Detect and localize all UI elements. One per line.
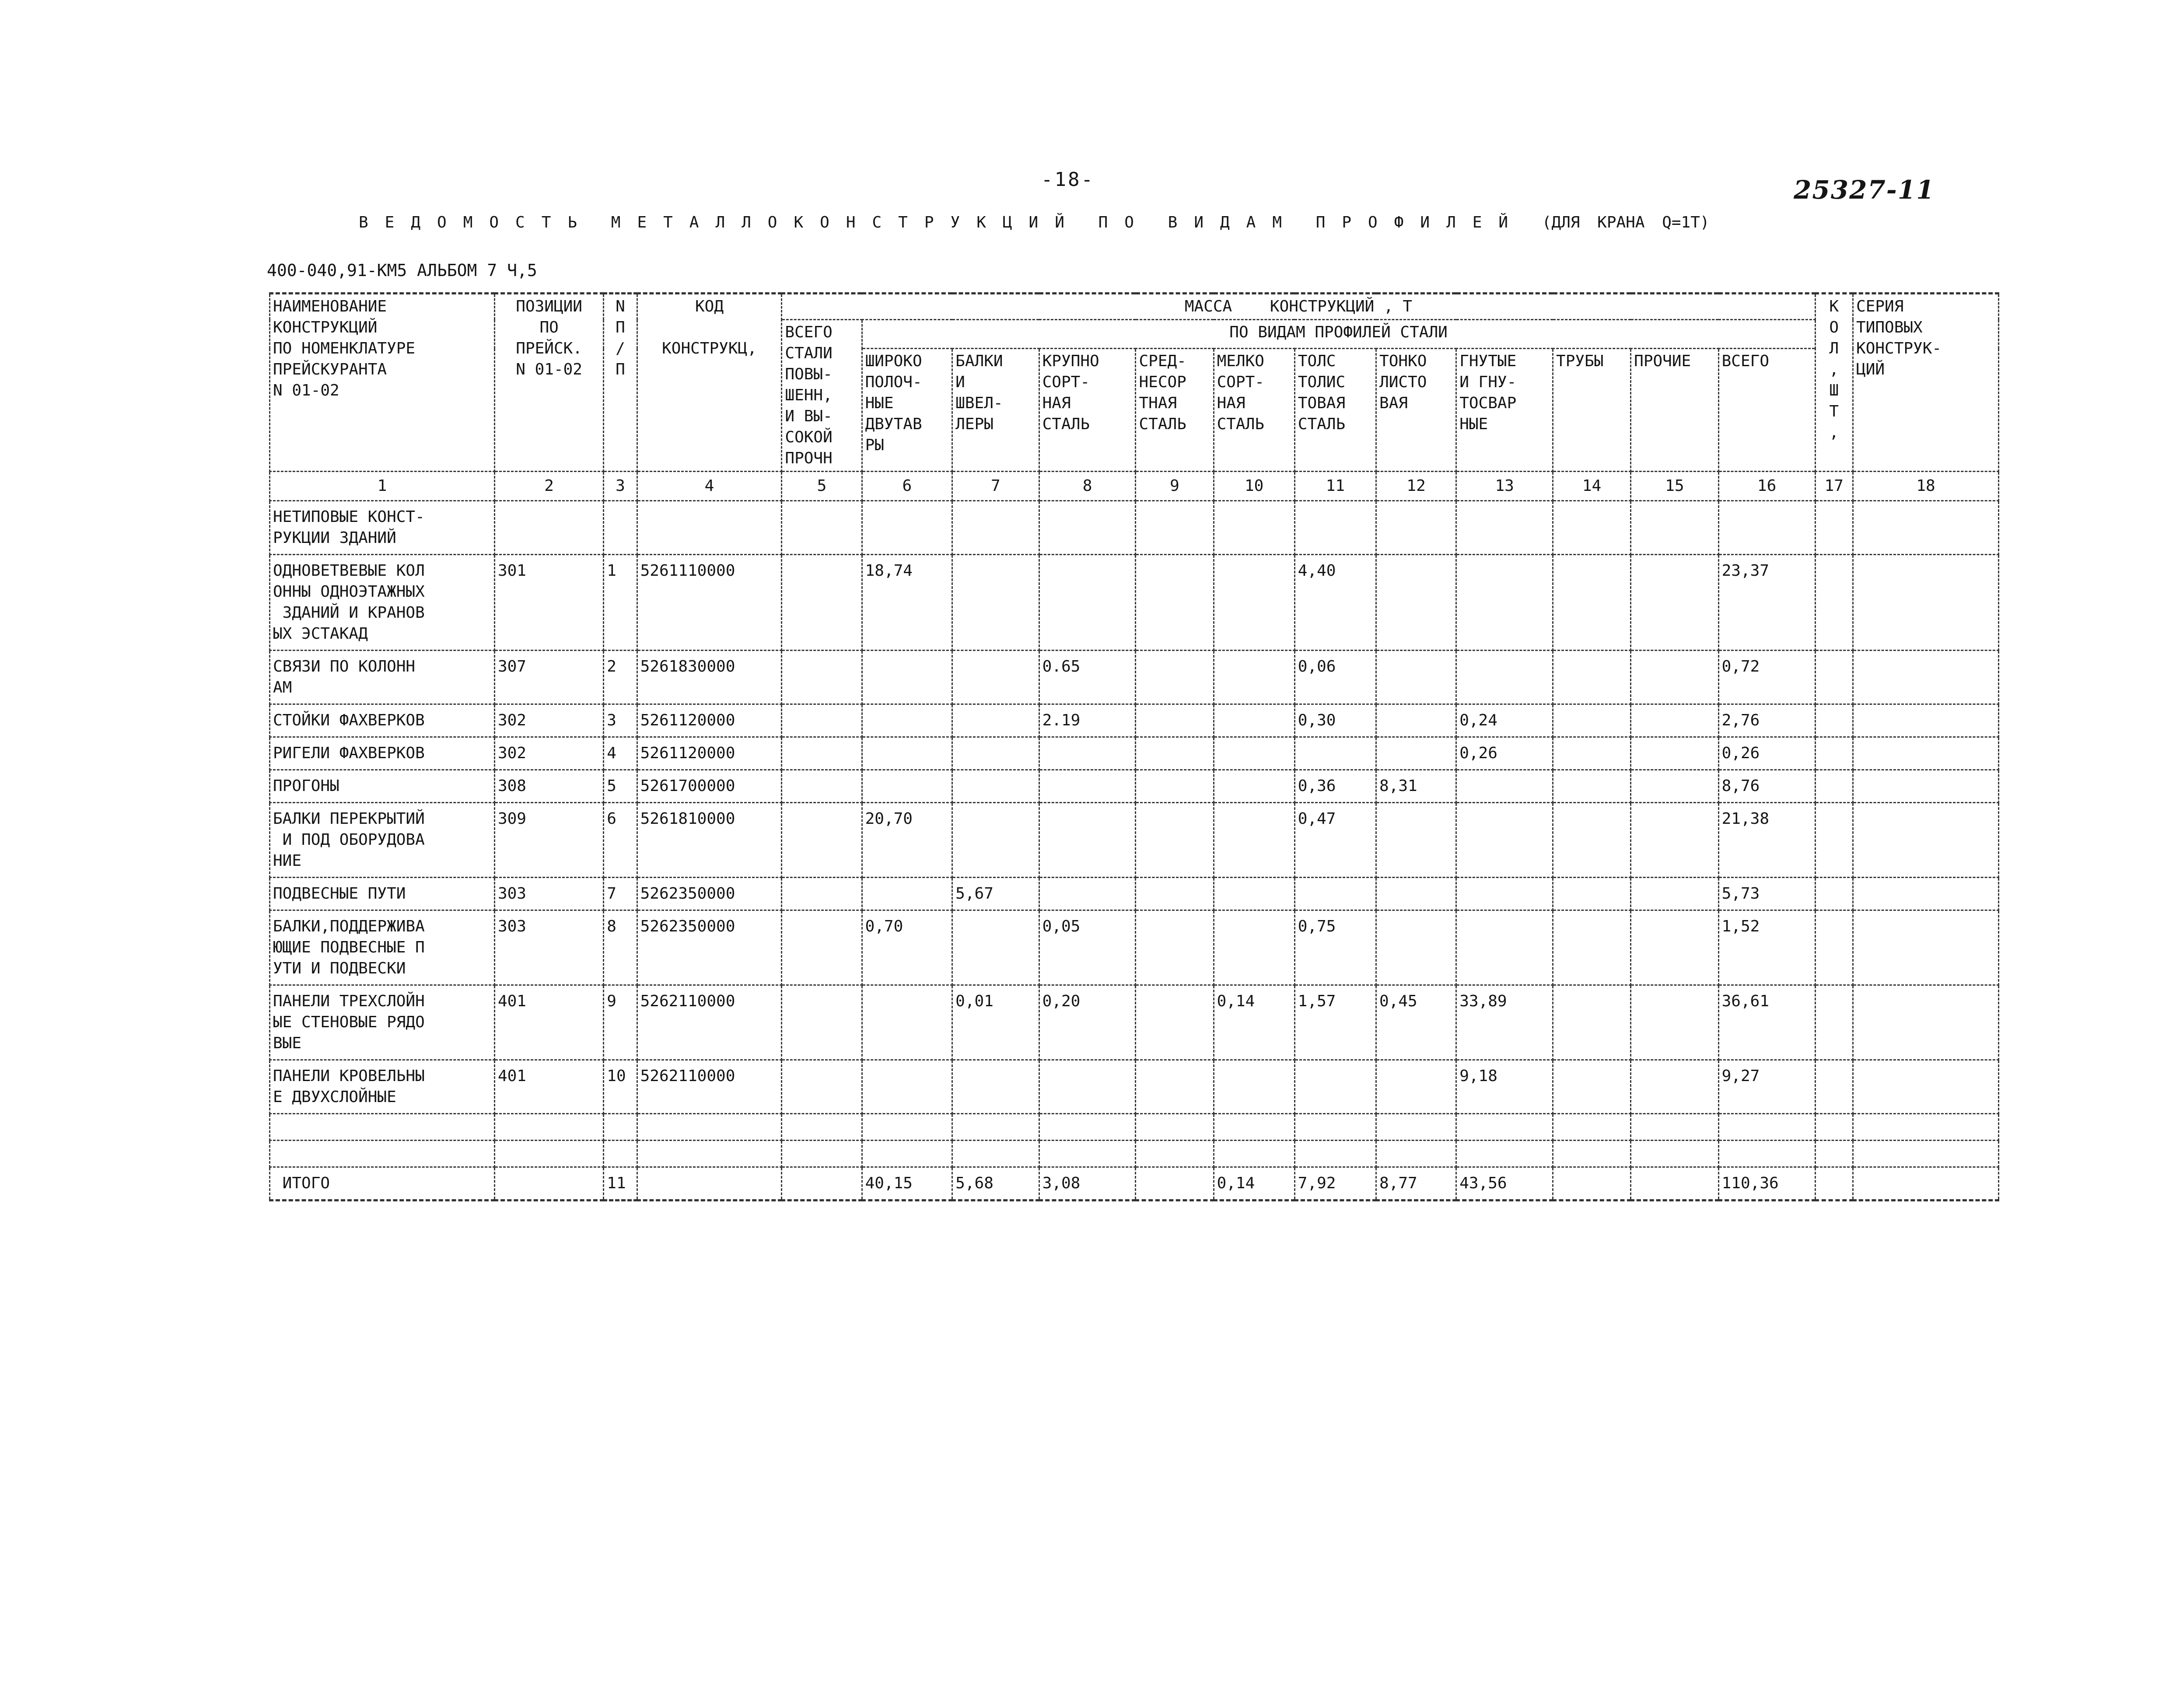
- header-profile-pipes: ТРУБЫ: [1553, 349, 1631, 472]
- row-code: 5262350000: [637, 910, 782, 985]
- table-row: [270, 770, 1999, 803]
- row-code: 5261110000: [637, 555, 782, 651]
- row-code: 5261700000: [637, 770, 782, 803]
- header-profile-total: ВСЕГО: [1718, 349, 1815, 472]
- row-value-col-7: 5,67: [952, 878, 1039, 910]
- table-row: [270, 651, 1999, 704]
- row-value-col-11: 0,75: [1294, 910, 1376, 985]
- row-value-col-9: [1136, 555, 1214, 651]
- row-name: БАЛКИ ПЕРЕКРЫТИЙ И ПОД ОБОРУДОВА НИЕ: [270, 803, 495, 878]
- row-value-col-10: [1214, 770, 1294, 803]
- row-position: 302: [494, 737, 603, 770]
- row-value-col-9: [1136, 501, 1214, 555]
- row-code: 5261120000: [637, 737, 782, 770]
- row-value-col-18: [1853, 737, 1999, 770]
- row-position: 302: [494, 704, 603, 737]
- row-value-col-14: [1553, 803, 1631, 878]
- row-value-col-12: [1376, 704, 1456, 737]
- row-value-col-15: [1631, 501, 1718, 555]
- column-number: 7: [952, 472, 1039, 501]
- row-value-col-17: [1815, 910, 1853, 985]
- total-value: 5,68: [952, 1167, 1039, 1200]
- row-value-col-17: [1815, 1060, 1853, 1114]
- column-number: 4: [637, 472, 782, 501]
- table-row: [270, 555, 1999, 651]
- row-value-col-7: [952, 501, 1039, 555]
- row-value-col-10: [1214, 704, 1294, 737]
- row-value-col-14: [1553, 910, 1631, 985]
- row-value-col-18: [1853, 770, 1999, 803]
- row-value-col-15: [1631, 704, 1718, 737]
- column-number: 9: [1136, 472, 1214, 501]
- table-row: [270, 803, 1999, 878]
- column-number: 10: [1214, 472, 1294, 501]
- row-value-col-17: [1815, 555, 1853, 651]
- row-value-col-18: [1853, 878, 1999, 910]
- row-value-col-8: 0,20: [1039, 985, 1136, 1060]
- column-number: 16: [1718, 472, 1815, 501]
- row-value-col-9: [1136, 1060, 1214, 1114]
- total-value: [1815, 1167, 1853, 1200]
- row-value-col-18: [1853, 985, 1999, 1060]
- row-name: ОДНОВЕТВЕВЫЕ КОЛ ОННЫ ОДНОЭТАЖНЫХ ЗДАНИЙ И КРАНОВ ЫХ ЭСТАКАД: [270, 555, 495, 651]
- row-value-col-17: [1815, 770, 1853, 803]
- row-value-col-9: [1136, 770, 1214, 803]
- row-value-col-16: 5,73: [1718, 878, 1815, 910]
- header-position: ПОЗИЦИИ ПО ПРЕЙСК. N 01-02: [494, 294, 603, 472]
- row-value-col-15: [1631, 910, 1718, 985]
- row-value-col-16: 23,37: [1718, 555, 1815, 651]
- row-code: 5261120000: [637, 704, 782, 737]
- row-value-col-12: 0,45: [1376, 985, 1456, 1060]
- row-value-col-16: 1,52: [1718, 910, 1815, 985]
- row-value-col-10: [1214, 501, 1294, 555]
- total-value: 7,92: [1294, 1167, 1376, 1200]
- row-value-col-17: [1815, 878, 1853, 910]
- row-number: [604, 501, 637, 555]
- row-code: 5262110000: [637, 1060, 782, 1114]
- row-value-col-11: 0,36: [1294, 770, 1376, 803]
- row-value-col-6: [862, 651, 952, 704]
- row-number: 8: [604, 910, 637, 985]
- row-value-col-7: 0,01: [952, 985, 1039, 1060]
- row-number: 9: [604, 985, 637, 1060]
- title-word: ПРОФИЛЕЙ: [1315, 214, 1525, 231]
- row-value-col-13: [1456, 501, 1553, 555]
- row-value-col-9: [1136, 651, 1214, 704]
- handwritten-reference: 25327-11: [1794, 175, 1935, 205]
- header-profile-medium-section: СРЕД- НЕСОР ТНАЯ СТАЛЬ: [1136, 349, 1214, 472]
- total-value: [1553, 1167, 1631, 1200]
- header-quantity: К О Л , Ш Т ,: [1815, 294, 1853, 472]
- row-value-col-14: [1553, 737, 1631, 770]
- column-number: 5: [782, 472, 862, 501]
- row-value-col-6: 20,70: [862, 803, 952, 878]
- row-value-col-7: [952, 803, 1039, 878]
- title-suffix: (ДЛЯ КРАНА Q=1Т): [1542, 214, 1710, 231]
- row-number: 3: [604, 704, 637, 737]
- row-value-col-14: [1553, 878, 1631, 910]
- row-number: 7: [604, 878, 637, 910]
- row-value-col-17: [1815, 803, 1853, 878]
- row-position: 308: [494, 770, 603, 803]
- row-value-col-16: 21,38: [1718, 803, 1815, 878]
- row-value-col-8: [1039, 803, 1136, 878]
- row-name: СВЯЗИ ПО КОЛОНН АМ: [270, 651, 495, 704]
- total-value: 43,56: [1456, 1167, 1553, 1200]
- row-value-col-6: [862, 737, 952, 770]
- row-value-col-6: 18,74: [862, 555, 952, 651]
- table-row: [270, 704, 1999, 737]
- document-title: [359, 214, 1710, 231]
- row-value-col-5: [782, 803, 862, 878]
- total-value: [782, 1167, 862, 1200]
- row-value-col-8: [1039, 878, 1136, 910]
- row-number: 1: [604, 555, 637, 651]
- row-value-col-11: 0,06: [1294, 651, 1376, 704]
- row-value-col-11: 0,30: [1294, 704, 1376, 737]
- row-value-col-14: [1553, 985, 1631, 1060]
- header-series: СЕРИЯ ТИПОВЫХ КОНСТРУК- ЦИЙ: [1853, 294, 1999, 472]
- header-profile-beams-channels: БАЛКИ И ШВЕЛ- ЛЕРЫ: [952, 349, 1039, 472]
- row-value-col-16: 2,76: [1718, 704, 1815, 737]
- row-value-col-8: 0,05: [1039, 910, 1136, 985]
- row-value-col-11: [1294, 737, 1376, 770]
- row-value-col-16: 0,72: [1718, 651, 1815, 704]
- column-number: 15: [1631, 472, 1718, 501]
- row-value-col-7: [952, 737, 1039, 770]
- total-value: 110,36: [1718, 1167, 1815, 1200]
- row-value-col-11: 4,40: [1294, 555, 1376, 651]
- header-profile-thin-sheet: ТОНКО ЛИСТО ВАЯ: [1376, 349, 1456, 472]
- row-value-col-5: [782, 878, 862, 910]
- row-value-col-12: [1376, 651, 1456, 704]
- row-value-col-12: [1376, 803, 1456, 878]
- row-value-col-13: [1456, 555, 1553, 651]
- row-value-col-13: [1456, 651, 1553, 704]
- row-value-col-18: [1853, 501, 1999, 555]
- row-value-col-14: [1553, 651, 1631, 704]
- row-value-col-10: [1214, 555, 1294, 651]
- row-value-col-17: [1815, 651, 1853, 704]
- row-code: [637, 501, 782, 555]
- row-number: 2: [604, 651, 637, 704]
- row-value-col-15: [1631, 878, 1718, 910]
- header-npp: N П / П: [604, 294, 637, 472]
- row-position: 301: [494, 555, 603, 651]
- total-value: 0,14: [1214, 1167, 1294, 1200]
- row-value-col-17: [1815, 737, 1853, 770]
- row-value-col-18: [1853, 803, 1999, 878]
- row-value-col-12: [1376, 501, 1456, 555]
- header-name: НАИМЕНОВАНИЕ КОНСТРУКЦИЙ ПО НОМЕНКЛАТУРЕ ПРЕЙСКУРАНТА N 01-02: [270, 294, 495, 472]
- row-value-col-7: [952, 1060, 1039, 1114]
- header-profile-high-strength: ПОВЫ- ШЕНН, И ВЫ- СОКОЙ ПРОЧН: [785, 365, 833, 467]
- total-value: [1853, 1167, 1999, 1200]
- row-position: 303: [494, 910, 603, 985]
- title-word: МЕТАЛЛОКОНСТРУКЦИЙ: [611, 214, 1081, 231]
- row-name: ПАНЕЛИ ТРЕХСЛОЙН ЫЕ СТЕНОВЫЕ РЯДО ВЫЕ: [270, 985, 495, 1060]
- title-word: ВИДАМ: [1168, 214, 1299, 231]
- header-profile-heavy-section: КРУПНО СОРТ- НАЯ СТАЛЬ: [1039, 349, 1136, 472]
- row-number: 10: [604, 1060, 637, 1114]
- row-value-col-18: [1853, 1060, 1999, 1114]
- row-number: 5: [604, 770, 637, 803]
- row-value-col-11: 1,57: [1294, 985, 1376, 1060]
- row-number: 4: [604, 737, 637, 770]
- total-number: 11: [604, 1167, 637, 1200]
- row-value-col-17: [1815, 985, 1853, 1060]
- row-position: 307: [494, 651, 603, 704]
- row-value-col-5: [782, 985, 862, 1060]
- header-mass: МАССА КОНСТРУКЦИЙ , Т: [782, 294, 1815, 320]
- row-value-col-8: [1039, 737, 1136, 770]
- column-number: 14: [1553, 472, 1631, 501]
- row-value-col-18: [1853, 555, 1999, 651]
- row-value-col-17: [1815, 704, 1853, 737]
- total-value: 3,08: [1039, 1167, 1136, 1200]
- total-value: [1136, 1167, 1214, 1200]
- row-value-col-6: [862, 501, 952, 555]
- row-value-col-13: [1456, 803, 1553, 878]
- header-profile-light-section: МЕЛКО СОРТ- НАЯ СТАЛЬ: [1214, 349, 1294, 472]
- header-profile-heavy-plate: ТОЛС ТОЛИС ТОВАЯ СТАЛЬ: [1294, 349, 1376, 472]
- row-value-col-13: 0,24: [1456, 704, 1553, 737]
- row-value-col-9: [1136, 803, 1214, 878]
- column-number: 1: [270, 472, 495, 501]
- column-number: 13: [1456, 472, 1553, 501]
- row-value-col-5: [782, 501, 862, 555]
- row-value-col-6: [862, 704, 952, 737]
- row-code: 5261830000: [637, 651, 782, 704]
- column-number: 3: [604, 472, 637, 501]
- row-code: 5261810000: [637, 803, 782, 878]
- row-value-col-5: [782, 910, 862, 985]
- header-profile-wide-flange: ШИРОКО ПОЛОЧ- НЫЕ ДВУТАВ РЫ: [862, 349, 952, 472]
- row-value-col-7: [952, 770, 1039, 803]
- row-value-col-5: [782, 704, 862, 737]
- header-row-top: [270, 294, 1999, 320]
- row-value-col-18: [1853, 651, 1999, 704]
- row-value-col-18: [1853, 704, 1999, 737]
- row-value-col-8: [1039, 501, 1136, 555]
- row-value-col-5: [782, 651, 862, 704]
- header-by-profile: ПО ВИДАМ ПРОФИЛЕЙ СТАЛИ: [862, 320, 1815, 349]
- row-value-col-12: 8,31: [1376, 770, 1456, 803]
- title-word: ВЕДОМОСТЬ: [359, 214, 594, 231]
- row-value-col-10: [1214, 651, 1294, 704]
- table-row: [270, 878, 1999, 910]
- header-total-steel-label: ВСЕГО СТАЛИ: [785, 323, 833, 362]
- table-row: [270, 501, 1999, 555]
- header-profile-bent: ГНУТЫЕ И ГНУ- ТОСВАР НЫЕ: [1456, 349, 1553, 472]
- row-value-col-14: [1553, 555, 1631, 651]
- total-value: 8,77: [1376, 1167, 1456, 1200]
- row-value-col-8: [1039, 770, 1136, 803]
- total-value: [1631, 1167, 1718, 1200]
- row-value-col-14: [1553, 704, 1631, 737]
- page-number: -18-: [1041, 168, 1095, 191]
- row-value-col-18: [1853, 910, 1999, 985]
- total-row: [270, 1167, 1999, 1200]
- row-position: [494, 501, 603, 555]
- row-value-col-8: 2.19: [1039, 704, 1136, 737]
- row-value-col-6: [862, 985, 952, 1060]
- row-value-col-5: [782, 737, 862, 770]
- header-total-steel: [782, 320, 862, 472]
- row-number: 6: [604, 803, 637, 878]
- row-value-col-14: [1553, 770, 1631, 803]
- total-label: ИТОГО: [270, 1167, 495, 1200]
- row-value-col-12: [1376, 1060, 1456, 1114]
- row-value-col-6: [862, 1060, 952, 1114]
- row-value-col-10: 0,14: [1214, 985, 1294, 1060]
- row-name: СТОЙКИ ФАХВЕРКОВ: [270, 704, 495, 737]
- row-value-col-7: [952, 704, 1039, 737]
- row-value-col-12: [1376, 878, 1456, 910]
- row-value-col-13: 9,18: [1456, 1060, 1553, 1114]
- row-value-col-8: 0.65: [1039, 651, 1136, 704]
- row-value-col-8: [1039, 555, 1136, 651]
- column-number: 18: [1853, 472, 1999, 501]
- row-value-col-13: [1456, 770, 1553, 803]
- row-value-col-10: [1214, 803, 1294, 878]
- row-value-col-14: [1553, 1060, 1631, 1114]
- row-value-col-15: [1631, 985, 1718, 1060]
- row-value-col-8: [1039, 1060, 1136, 1114]
- column-number: 11: [1294, 472, 1376, 501]
- table-row: [270, 985, 1999, 1060]
- row-value-col-9: [1136, 878, 1214, 910]
- row-value-col-12: [1376, 910, 1456, 985]
- row-value-col-9: [1136, 910, 1214, 985]
- title-word: ПО: [1098, 214, 1151, 231]
- row-name: РИГЕЛИ ФАХВЕРКОВ: [270, 737, 495, 770]
- row-value-col-16: [1718, 501, 1815, 555]
- total-code: [637, 1167, 782, 1200]
- table-row: [270, 910, 1999, 985]
- row-value-col-15: [1631, 770, 1718, 803]
- row-value-col-12: [1376, 555, 1456, 651]
- blank-row: [270, 1114, 1999, 1141]
- row-name: ПАНЕЛИ КРОВЕЛЬНЫ Е ДВУХСЛОЙНЫЕ: [270, 1060, 495, 1114]
- row-name: БАЛКИ,ПОДДЕРЖИВА ЮЩИЕ ПОДВЕСНЫЕ П УТИ И ПОДВЕСКИ: [270, 910, 495, 985]
- blank-row: [270, 1141, 1999, 1167]
- row-value-col-16: 9,27: [1718, 1060, 1815, 1114]
- row-value-col-5: [782, 1060, 862, 1114]
- row-name: ПОДВЕСНЫЕ ПУТИ: [270, 878, 495, 910]
- row-name: ПРОГОНЫ: [270, 770, 495, 803]
- row-position: 303: [494, 878, 603, 910]
- row-value-col-13: 0,26: [1456, 737, 1553, 770]
- row-position: 401: [494, 1060, 603, 1114]
- row-value-col-11: [1294, 1060, 1376, 1114]
- total-value: 40,15: [862, 1167, 952, 1200]
- table-row: [270, 1060, 1999, 1114]
- row-value-col-7: [952, 555, 1039, 651]
- row-value-col-10: [1214, 910, 1294, 985]
- row-value-col-11: 0,47: [1294, 803, 1376, 878]
- column-number: 8: [1039, 472, 1136, 501]
- row-code: 5262110000: [637, 985, 782, 1060]
- steel-structures-table: [269, 292, 1999, 1201]
- header-profile-other: ПРОЧИЕ: [1631, 349, 1718, 472]
- row-value-col-16: 36,61: [1718, 985, 1815, 1060]
- header-code: КОД КОНСТРУКЦ,: [637, 294, 782, 472]
- row-code: 5262350000: [637, 878, 782, 910]
- row-value-col-16: 0,26: [1718, 737, 1815, 770]
- row-value-col-9: [1136, 985, 1214, 1060]
- row-value-col-11: [1294, 878, 1376, 910]
- total-position: [494, 1167, 603, 1200]
- album-reference: 400-040,91-КМ5 АЛЬБОМ 7 Ч,5: [267, 261, 537, 280]
- row-value-col-6: [862, 770, 952, 803]
- table-row: [270, 737, 1999, 770]
- row-value-col-6: [862, 878, 952, 910]
- column-number: 6: [862, 472, 952, 501]
- row-value-col-9: [1136, 737, 1214, 770]
- row-value-col-6: 0,70: [862, 910, 952, 985]
- row-value-col-9: [1136, 704, 1214, 737]
- row-value-col-7: [952, 910, 1039, 985]
- row-value-col-10: [1214, 878, 1294, 910]
- row-value-col-10: [1214, 1060, 1294, 1114]
- row-value-col-13: [1456, 878, 1553, 910]
- row-value-col-15: [1631, 1060, 1718, 1114]
- row-value-col-10: [1214, 737, 1294, 770]
- row-value-col-13: 33,89: [1456, 985, 1553, 1060]
- column-number: 12: [1376, 472, 1456, 501]
- column-number-row: [270, 472, 1999, 501]
- row-position: 401: [494, 985, 603, 1060]
- row-value-col-15: [1631, 555, 1718, 651]
- row-value-col-16: 8,76: [1718, 770, 1815, 803]
- row-position: 309: [494, 803, 603, 878]
- row-value-col-17: [1815, 501, 1853, 555]
- row-value-col-7: [952, 651, 1039, 704]
- row-value-col-5: [782, 555, 862, 651]
- row-value-col-15: [1631, 651, 1718, 704]
- row-value-col-5: [782, 770, 862, 803]
- row-name: НЕТИПОВЫЕ КОНСТ- РУКЦИИ ЗДАНИЙ: [270, 501, 495, 555]
- column-number: 17: [1815, 472, 1853, 501]
- row-value-col-12: [1376, 737, 1456, 770]
- row-value-col-15: [1631, 803, 1718, 878]
- row-value-col-11: [1294, 501, 1376, 555]
- row-value-col-14: [1553, 501, 1631, 555]
- column-number: 2: [494, 472, 603, 501]
- row-value-col-13: [1456, 910, 1553, 985]
- row-value-col-15: [1631, 737, 1718, 770]
